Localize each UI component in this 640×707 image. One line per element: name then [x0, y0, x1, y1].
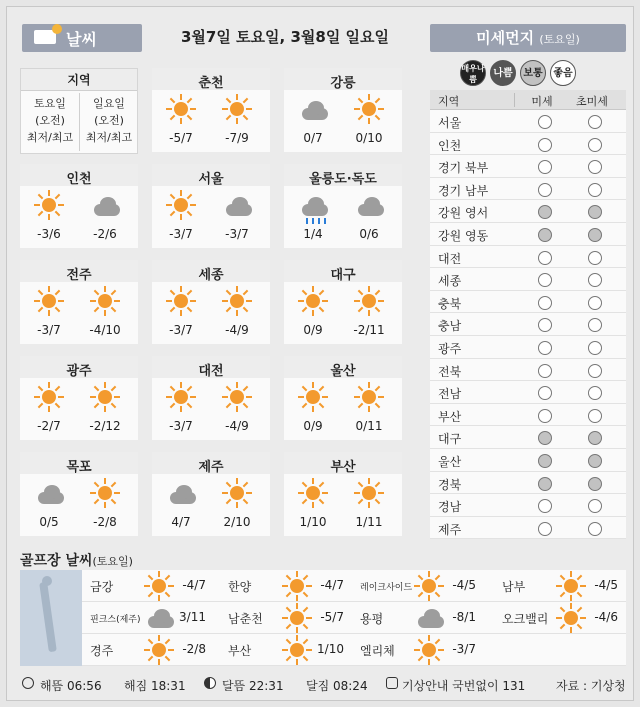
dust-region: 경기 남부 — [438, 183, 489, 198]
moon-icon — [204, 677, 216, 689]
dust-row — [430, 426, 626, 449]
dust-row — [430, 313, 626, 336]
pm10-level-dot — [538, 522, 552, 536]
sun-icon — [166, 382, 196, 412]
dust-row — [430, 336, 626, 359]
pm10-level-dot — [538, 115, 552, 129]
data-source: 자료 : 기상청 — [556, 679, 626, 693]
pm25-level-dot — [588, 477, 602, 491]
city-name: 강릉 — [330, 76, 356, 91]
dust-region: 제주 — [438, 522, 462, 537]
sun-icon — [22, 677, 34, 689]
dust-row — [430, 133, 626, 156]
dust-region: 대구 — [438, 432, 462, 447]
golf-course-temp: -4/5 — [594, 578, 618, 592]
golf-course-name: 한양 — [228, 580, 252, 594]
dust-row — [430, 494, 626, 517]
sun-icon — [354, 286, 384, 316]
city-temp: -2/6 — [93, 227, 117, 241]
sun-icon — [34, 382, 64, 412]
golf-course-name: 오크밸리 — [502, 612, 549, 626]
sun-icon — [90, 478, 120, 508]
sunset-time: 해짐 18:31 — [124, 679, 186, 693]
cloud-icon — [34, 484, 68, 506]
golf-course-item — [82, 570, 218, 602]
city-temp: -2/7 — [37, 419, 61, 433]
golf-course-name: 금강 — [90, 580, 114, 594]
city-name: 울산 — [330, 364, 356, 379]
sun-icon — [34, 286, 64, 316]
weather-header — [22, 24, 142, 52]
golf-course-temp: -4/7 — [182, 578, 206, 592]
dust-region: 경남 — [438, 500, 462, 515]
golf-course-temp: -3/7 — [452, 642, 476, 656]
city-temp: -2/8 — [93, 515, 117, 529]
city-card — [152, 356, 270, 440]
pm10-level-dot — [538, 341, 552, 355]
golf-course-item — [352, 634, 488, 666]
city-temp: -4/9 — [225, 419, 249, 433]
golf-row — [82, 634, 626, 666]
pm10-level-dot — [538, 318, 552, 332]
legend-day1 — [21, 95, 79, 146]
pm25-level-dot — [588, 296, 602, 310]
legend-card — [20, 68, 138, 154]
city-temp: -2/12 — [89, 419, 121, 433]
golf-weather-title — [20, 550, 133, 570]
pm10-level-dot — [538, 454, 552, 468]
golf-course-temp: -5/7 — [320, 610, 344, 624]
dust-region: 울산 — [438, 454, 462, 469]
pm25-header: 초미세 — [576, 95, 608, 108]
pm25-level-dot — [588, 251, 602, 265]
cloud-icon — [222, 196, 256, 218]
pm10-level-dot — [538, 251, 552, 265]
cloud-icon — [298, 100, 332, 122]
dust-region: 서울 — [438, 116, 462, 130]
pm25-level-dot — [588, 160, 602, 174]
city-temp: 1/11 — [355, 515, 383, 529]
pm25-level-dot — [588, 364, 602, 378]
pm10-level-dot — [538, 409, 552, 423]
pm25-level-dot — [588, 499, 602, 513]
pm10-level-dot — [538, 205, 552, 219]
city-name: 인천 — [66, 172, 92, 187]
sun-icon — [222, 382, 252, 412]
city-temp: -5/7 — [169, 131, 193, 145]
golf-course-item — [220, 570, 356, 602]
golf-course-item — [494, 570, 630, 602]
cloud-icon — [90, 196, 124, 218]
dust-row — [430, 404, 626, 427]
pm10-level-dot — [538, 160, 552, 174]
pm10-level-dot — [538, 138, 552, 152]
golf-course-item — [220, 602, 356, 634]
pm25-level-dot — [588, 454, 602, 468]
city-temp: 0/10 — [355, 131, 383, 145]
city-card — [20, 356, 138, 440]
pm10-level-dot — [538, 477, 552, 491]
sun-icon — [298, 478, 328, 508]
city-temp: 0/6 — [359, 227, 379, 241]
sunrise-time: 해뜸 06:56 — [40, 679, 102, 693]
moonrise-time: 달뜸 22:31 — [222, 679, 284, 693]
sun-icon — [166, 190, 196, 220]
golf-course-temp: 1/10 — [317, 642, 344, 656]
city-name: 춘천 — [198, 76, 224, 91]
dust-region: 충북 — [438, 296, 462, 311]
dust-row — [430, 381, 626, 404]
sun-cloud-logo-icon — [34, 30, 56, 44]
golf-course-name: 레이크사이드 — [360, 583, 413, 593]
sun-icon — [90, 286, 120, 316]
pm25-level-dot — [588, 386, 602, 400]
dust-region: 전북 — [438, 364, 462, 379]
pm25-level-dot — [588, 522, 602, 536]
city-card — [284, 452, 402, 536]
pm25-level-dot — [588, 138, 602, 152]
city-card — [20, 452, 138, 536]
sun-icon — [354, 478, 384, 508]
dust-region: 인천 — [438, 138, 462, 153]
dust-row — [430, 155, 626, 178]
city-temp: -3/7 — [169, 419, 193, 433]
golf-row — [82, 570, 626, 602]
dust-row — [430, 110, 626, 133]
dust-region: 전남 — [438, 387, 462, 402]
golf-course-temp: -8/1 — [452, 610, 476, 624]
pm25-level-dot — [588, 228, 602, 242]
dust-region: 세종 — [438, 274, 462, 289]
sun-icon — [166, 94, 196, 124]
city-name: 광주 — [66, 364, 92, 379]
golf-course-item — [82, 602, 218, 634]
dust-row — [430, 200, 626, 223]
city-temp: -3/6 — [37, 227, 61, 241]
city-temp: -3/7 — [169, 227, 193, 241]
sun-icon — [166, 286, 196, 316]
city-card — [284, 260, 402, 344]
city-name: 부산 — [330, 460, 356, 475]
legend-day2 — [80, 95, 138, 146]
city-card — [152, 164, 270, 248]
weather-phone: 기상안내 국번없이 131 — [402, 679, 526, 693]
golf-course-name: 엘리체 — [360, 644, 395, 658]
dust-grade-badge: 보통 — [520, 60, 546, 86]
city-name: 대구 — [330, 268, 356, 283]
city-temp: -3/7 — [169, 323, 193, 337]
golf-course-name: 핀크스(제주) — [90, 615, 141, 625]
dust-grade-badge: 좋음 — [550, 60, 576, 86]
legend-title: 지역 — [21, 69, 137, 91]
pm25-level-dot — [588, 431, 602, 445]
city-name: 전주 — [66, 268, 92, 283]
dust-region: 경기 북부 — [438, 161, 489, 176]
rain-cloud-icon — [298, 196, 332, 218]
city-temp: 4/7 — [171, 515, 191, 529]
city-temp: -7/9 — [225, 131, 249, 145]
pm25-level-dot — [588, 318, 602, 332]
pm10-level-dot — [538, 273, 552, 287]
golf-course-item — [494, 602, 630, 634]
footer — [20, 674, 626, 696]
legend-day1-unit: 최저/최고 — [26, 131, 74, 144]
pm25-level-dot — [588, 183, 602, 197]
dust-region: 광주 — [438, 341, 462, 356]
pm10-level-dot — [538, 228, 552, 242]
city-name: 세종 — [198, 268, 224, 283]
sun-icon — [90, 382, 120, 412]
pm10-level-dot — [538, 499, 552, 513]
dust-row — [430, 291, 626, 314]
dust-row — [430, 223, 626, 246]
moonset-time: 달짐 08:24 — [306, 679, 368, 693]
city-card — [20, 260, 138, 344]
pm25-level-dot — [588, 409, 602, 423]
city-name: 서울 — [198, 172, 224, 187]
legend-day2-unit: 최저/최고 — [85, 131, 133, 144]
dust-region: 충남 — [438, 319, 462, 334]
dust-row — [430, 268, 626, 291]
golf-course-temp: 3/11 — [179, 610, 206, 624]
pm10-level-dot — [538, 296, 552, 310]
golf-course-item — [352, 602, 488, 634]
city-temp: 0/11 — [355, 419, 383, 433]
dust-grade-badge: 나쁨 — [490, 60, 516, 86]
golf-course-name: 용평 — [360, 612, 384, 626]
golf-row — [82, 602, 626, 634]
city-card — [152, 452, 270, 536]
city-card — [284, 164, 402, 248]
city-name: 목포 — [66, 460, 92, 475]
golf-title-text: 골프장 날씨 — [20, 553, 93, 569]
city-temp: -3/7 — [37, 323, 61, 337]
sun-icon — [222, 286, 252, 316]
sun-icon — [354, 382, 384, 412]
city-name: 대전 — [198, 364, 224, 379]
dust-row — [430, 246, 626, 269]
cloud-icon — [354, 196, 388, 218]
legend-day2-sub: (오전) — [94, 114, 124, 127]
sun-icon — [298, 382, 328, 412]
sun-icon — [354, 94, 384, 124]
dust-region: 부산 — [438, 409, 462, 424]
dust-grade-badge: 매우나쁨 — [460, 60, 486, 86]
legend-day1-sub: (오전) — [35, 114, 65, 127]
cloud-icon — [166, 484, 200, 506]
golf-course-item — [82, 634, 218, 666]
city-temp: 0/9 — [303, 419, 323, 433]
sun-icon — [34, 190, 64, 220]
city-temp: -2/11 — [353, 323, 385, 337]
pm10-header: 미세 — [531, 95, 553, 108]
dust-row — [430, 472, 626, 495]
golf-course-temp: -4/6 — [594, 610, 618, 624]
city-temp: 0/9 — [303, 323, 323, 337]
city-name: 울릉도·독도 — [309, 172, 377, 187]
city-card — [284, 68, 402, 152]
city-temp: -4/9 — [225, 323, 249, 337]
golfer-illustration — [20, 570, 82, 666]
city-temp: -4/10 — [89, 323, 121, 337]
golf-course-temp: -4/7 — [320, 578, 344, 592]
golf-course-name: 남춘천 — [228, 612, 263, 626]
dust-row — [430, 449, 626, 472]
legend-day2-label: 일요일 — [93, 97, 125, 110]
city-temp: 0/5 — [39, 515, 59, 529]
phone-icon — [386, 677, 398, 689]
fine-dust-table-header — [430, 90, 626, 110]
dust-row — [430, 178, 626, 201]
forecast-dates: 3월7일 토요일, 3월8일 일요일 — [180, 28, 389, 46]
city-card — [284, 356, 402, 440]
dust-region: 경북 — [438, 477, 462, 492]
fine-dust-table — [430, 90, 626, 539]
city-temp: 1/10 — [299, 515, 327, 529]
city-card — [20, 164, 138, 248]
city-card — [152, 68, 270, 152]
golf-course-name: 경주 — [90, 644, 114, 658]
fine-dust-header — [430, 24, 626, 52]
golf-course-name: 부산 — [228, 644, 252, 658]
sun-icon — [298, 286, 328, 316]
golf-title-sub: (토요일) — [92, 555, 133, 568]
dust-region: 강원 영동 — [438, 228, 489, 243]
pm10-level-dot — [538, 386, 552, 400]
city-temp: 0/7 — [303, 131, 323, 145]
dust-region: 대전 — [438, 251, 462, 266]
pm10-level-dot — [538, 183, 552, 197]
city-temp: -3/7 — [225, 227, 249, 241]
golf-course-name: 남부 — [502, 580, 526, 594]
dust-row — [430, 359, 626, 382]
golf-course-temp: -4/5 — [452, 578, 476, 592]
city-name: 제주 — [198, 460, 224, 475]
pm10-level-dot — [538, 431, 552, 445]
region-header: 지역 — [438, 95, 460, 108]
legend-day1-label: 토요일 — [34, 97, 66, 110]
dust-region: 강원 영서 — [438, 206, 489, 221]
sun-icon — [222, 94, 252, 124]
fine-dust-subtitle: (토요일) — [539, 33, 580, 46]
pm25-level-dot — [588, 205, 602, 219]
city-temp: 2/10 — [223, 515, 251, 529]
pm10-level-dot — [538, 364, 552, 378]
golf-weather-box — [20, 570, 626, 666]
city-temp: 1/4 — [303, 227, 323, 241]
header-divider — [514, 93, 515, 107]
sun-icon — [222, 478, 252, 508]
golf-course-item — [220, 634, 356, 666]
weather-title: 날씨 — [66, 30, 97, 49]
city-card — [152, 260, 270, 344]
pm25-level-dot — [588, 115, 602, 129]
pm25-level-dot — [588, 341, 602, 355]
fine-dust-title: 미세먼지 — [476, 29, 535, 47]
golf-course-temp: -2/8 — [182, 642, 206, 656]
golf-course-item — [352, 570, 488, 602]
dust-row — [430, 517, 626, 540]
pm25-level-dot — [588, 273, 602, 287]
